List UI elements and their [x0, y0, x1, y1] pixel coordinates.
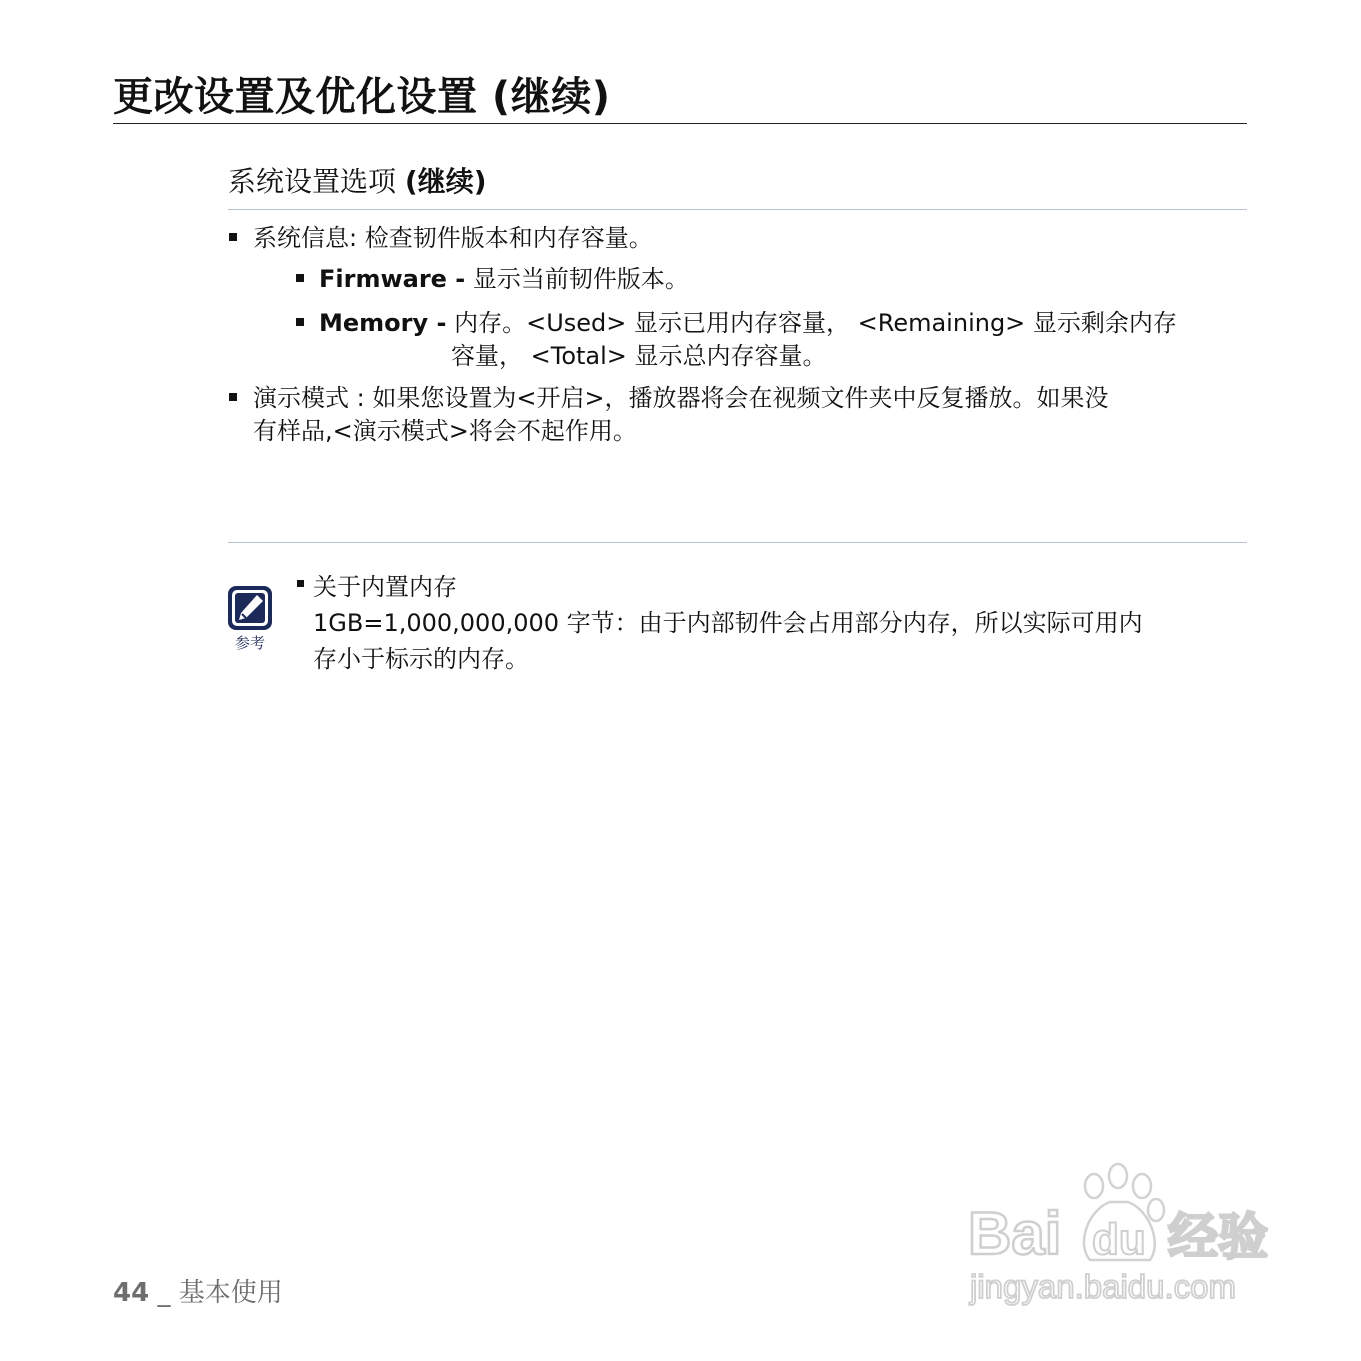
- list-item-firmware: [319, 263, 689, 295]
- note-divider: [228, 542, 1247, 543]
- footer-separator: _: [149, 1278, 179, 1308]
- note-heading: 关于内置内存: [313, 573, 457, 601]
- memory-text-line1: 内存。<Used> 显示已用内存容量， <Remaining> 显示剩余内存: [446, 309, 1177, 337]
- note-text-line1: 1GB=1,000,000,000 字节：由于内部韧件会占用部分内存，所以实际可用内: [313, 609, 1143, 637]
- svg-text:经验: 经验: [1168, 1208, 1268, 1266]
- demo-mode-text-line2: 有样品,<演示模式>将会不起作用。: [253, 417, 637, 445]
- list-item-memory: [319, 307, 1177, 339]
- page-footer: [113, 1276, 283, 1310]
- svg-text:jingyan.baidu.com: jingyan.baidu.com: [970, 1268, 1236, 1305]
- list-item-demo-mode: [253, 382, 1109, 414]
- list-item-system-info: [253, 222, 653, 254]
- firmware-text: 显示当前韧件版本。: [465, 265, 689, 293]
- firmware-label: Firmware -: [319, 265, 466, 293]
- title-divider: [113, 123, 1247, 124]
- memory-text-line2: 容量， <Total> 显示总内存容量。: [451, 342, 827, 370]
- bullet-marker: [296, 318, 304, 326]
- page-title: 更改设置及优化设置 (继续): [113, 74, 611, 120]
- note-pencil-icon: [226, 584, 274, 632]
- bullet-marker: [229, 393, 237, 401]
- memory-label: Memory -: [319, 309, 447, 337]
- section-title: [228, 164, 487, 200]
- svg-text:du: du: [1092, 1215, 1146, 1264]
- bullet-marker: [296, 274, 304, 282]
- svg-text:Bai: Bai: [968, 1200, 1062, 1267]
- section-title-text: 系统设置选项: [228, 165, 397, 198]
- section-divider: [228, 209, 1247, 210]
- bullet-marker: [229, 233, 237, 241]
- footer-section: 基本使用: [178, 1278, 283, 1308]
- demo-mode-text-line1: : 如果您设置为<开启>，播放器将会在视频文件夹中反复播放。如果没: [349, 384, 1109, 412]
- system-info-text: : 检查韧件版本和内存容量。: [349, 224, 653, 252]
- demo-mode-label: 演示模式: [253, 384, 349, 412]
- note-text-line2: 存小于标示的内存。: [313, 645, 529, 673]
- section-title-paren: (继续): [404, 165, 487, 198]
- note-icon-label: 参考: [234, 634, 265, 652]
- bullet-marker: [297, 580, 304, 587]
- baidu-watermark-logo: [960, 1150, 1280, 1310]
- page-number: 44: [113, 1278, 150, 1308]
- system-info-label: 系统信息: [253, 224, 349, 252]
